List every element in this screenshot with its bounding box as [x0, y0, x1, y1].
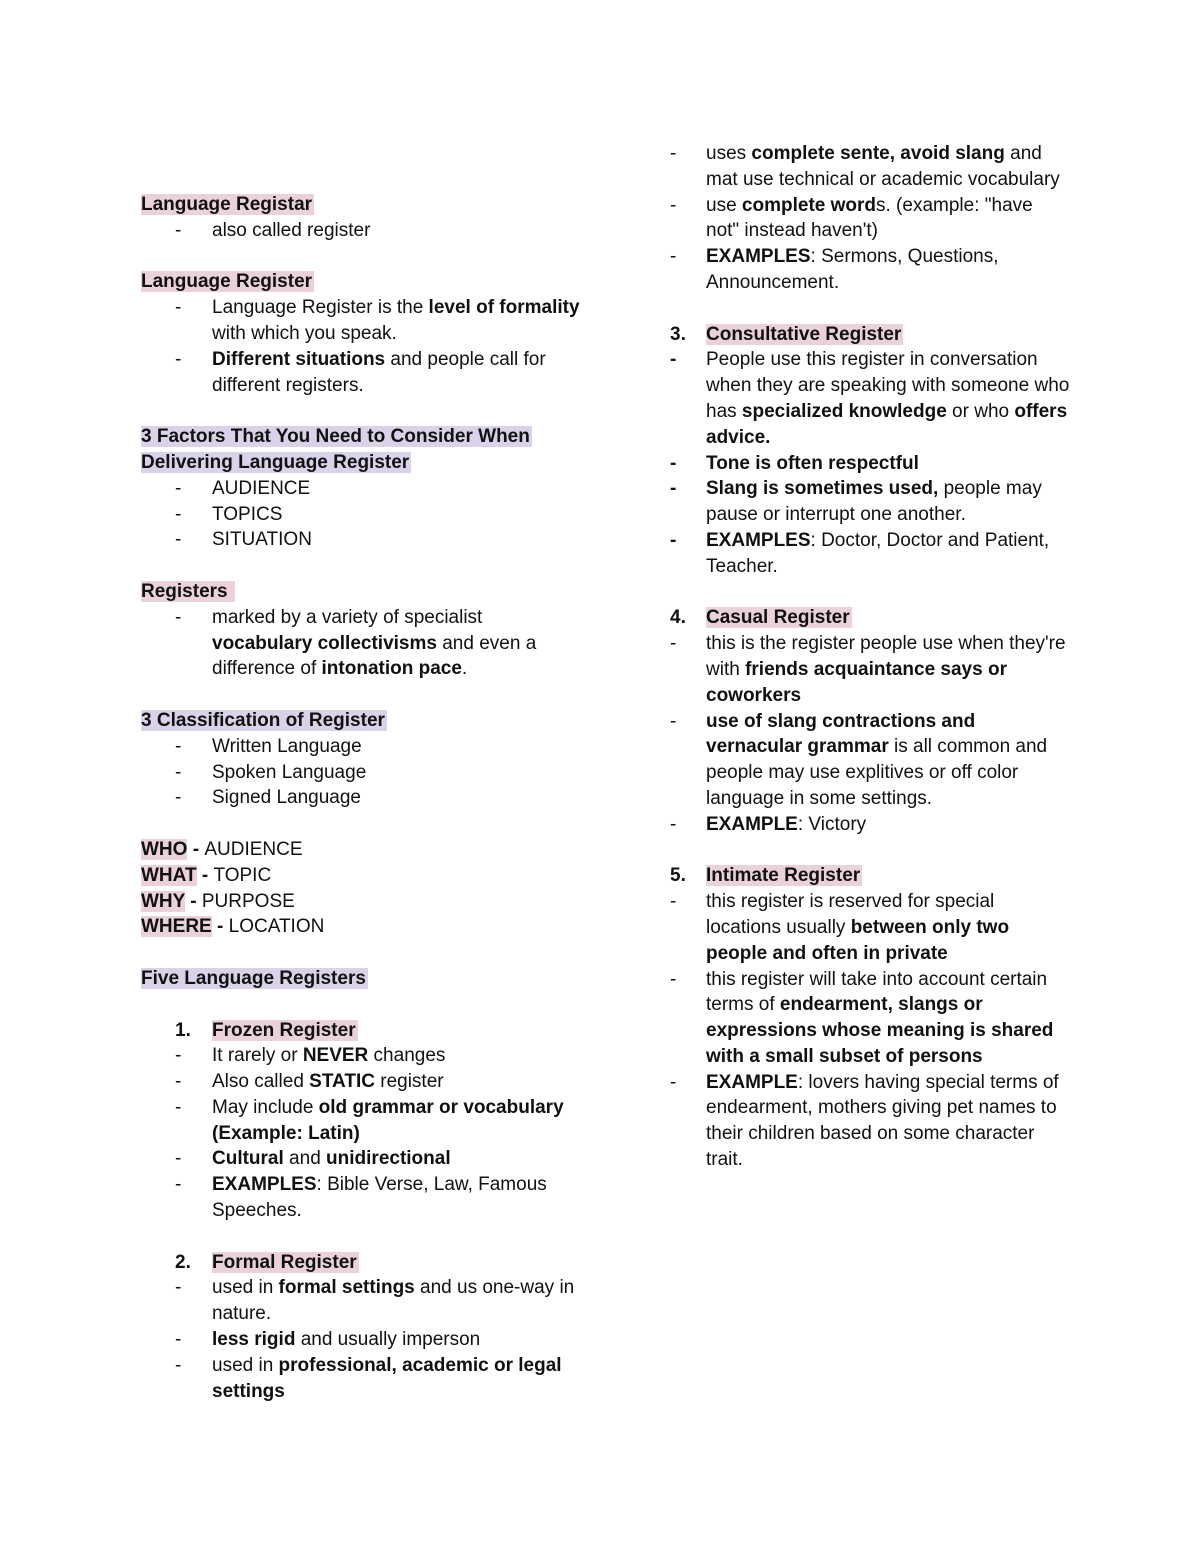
- section-heading: Five Language Registers: [141, 967, 366, 989]
- section-classification: [141, 708, 581, 811]
- wh-row: WHAT - TOPIC: [141, 864, 272, 886]
- section-heading: Language Registar: [141, 194, 313, 215]
- list-number: 2.: [175, 1251, 191, 1273]
- list-item: - Written Language: [175, 735, 362, 757]
- list-number: 3.: [670, 323, 686, 345]
- list-number: 1.: [175, 1019, 191, 1041]
- section-heading: 3 Factors That You Need to Consider When: [141, 426, 530, 448]
- register-heading: Intimate Register: [706, 865, 861, 887]
- list-item: - Cultural and unidirectional: [175, 1148, 451, 1170]
- list-item: - less rigid and usually imperson: [175, 1329, 481, 1351]
- list-item: - People use this register in conversation when they are speaking with someone who has specialized knowledge or who offers advice.: [670, 349, 1070, 448]
- wh-row: WHERE - LOCATION: [141, 916, 325, 938]
- section-language-register: [141, 269, 581, 398]
- list-item: - Different situations and people call for different registers.: [175, 348, 546, 396]
- list-item: - use of slang contractions and vernacular grammar is all common and people may use explitives or off color language in some settings.: [670, 710, 1048, 809]
- list-item: - Tone is often respectful: [670, 452, 919, 474]
- list-item: - EXAMPLES: Doctor, Doctor and Patient, Teacher.: [670, 529, 1050, 577]
- list-item: - use complete words. (example: "have not" instead haven't): [670, 194, 1033, 242]
- section-consultative-register: [670, 322, 1070, 580]
- right-column: [670, 141, 1070, 1199]
- list-item: - Slang is sometimes used, people may pause or interrupt one another.: [670, 478, 1042, 526]
- section-registers: [141, 579, 581, 682]
- list-item: - marked by a variety of specialist vocabulary collectivisms and even a difference of intonation pace.: [175, 606, 537, 680]
- list-item: - EXAMPLE: Victory: [670, 813, 867, 835]
- section-formal-continued: [670, 141, 1070, 296]
- list-item: - this is the register people use when they're with friends acquaintance says or coworkers: [670, 633, 1066, 706]
- list-item: - this register will take into account certain terms of endearment, slangs or expressions whose meaning is shared with a small subset of persons: [670, 968, 1054, 1067]
- section-wh-questions: [141, 837, 581, 940]
- list-number: 5.: [670, 865, 686, 887]
- register-heading: Formal Register: [212, 1251, 357, 1273]
- list-item: - Signed Language: [175, 787, 361, 809]
- left-column: [141, 192, 581, 1430]
- list-item: - May include old grammar or vocabulary (Example: Latin): [175, 1096, 564, 1144]
- section-heading: Registers: [141, 580, 228, 602]
- list-item: - TOPICS: [175, 503, 283, 525]
- list-item: - EXAMPLES: Sermons, Questions, Announcement.: [670, 246, 999, 293]
- section-formal-register: [141, 1250, 581, 1405]
- section-five-registers: [141, 966, 581, 992]
- list-item: - this register is reserved for special locations usually between only two people and often in private: [670, 891, 1010, 964]
- list-item: - Also called STATIC register: [175, 1071, 444, 1093]
- register-heading: Consultative Register: [706, 323, 902, 345]
- list-item: - used in formal settings and us one-way in nature.: [175, 1277, 575, 1325]
- section-language-registar: [141, 192, 581, 244]
- section-heading-line2: Delivering Language Register: [141, 451, 410, 473]
- section-frozen-register: [141, 1018, 581, 1224]
- section-casual-register: [670, 605, 1070, 837]
- section-heading: 3 Classification of Register: [141, 709, 385, 731]
- section-factors: [141, 424, 581, 553]
- register-heading: Casual Register: [706, 607, 850, 629]
- list-item: - uses complete sente, avoid slang and mat use technical or academic vocabulary: [670, 143, 1060, 190]
- list-item: - used in professional, academic or legal settings: [175, 1354, 562, 1402]
- list-item: - EXAMPLES: Bible Verse, Law, Famous Speeches.: [175, 1174, 547, 1222]
- list-item: - Spoken Language: [175, 761, 367, 783]
- list-item: - EXAMPLE: lovers having special terms of endearment, mothers giving pet names to their children based on some character trait.: [670, 1071, 1059, 1171]
- section-intimate-register: [670, 863, 1070, 1173]
- section-heading: Language Register: [141, 271, 313, 293]
- list-item: - SITUATION: [175, 529, 312, 551]
- wh-row: WHO - AUDIENCE: [141, 838, 303, 860]
- wh-row: WHY - PURPOSE: [141, 890, 295, 912]
- list-item: - also called register: [175, 219, 371, 241]
- list-item: - It rarely or NEVER changes: [175, 1045, 446, 1067]
- list-item: - Language Register is the level of formality with which you speak.: [175, 297, 580, 344]
- register-heading: Frozen Register: [212, 1019, 356, 1041]
- list-number: 4.: [670, 607, 686, 629]
- list-item: - AUDIENCE: [175, 477, 311, 499]
